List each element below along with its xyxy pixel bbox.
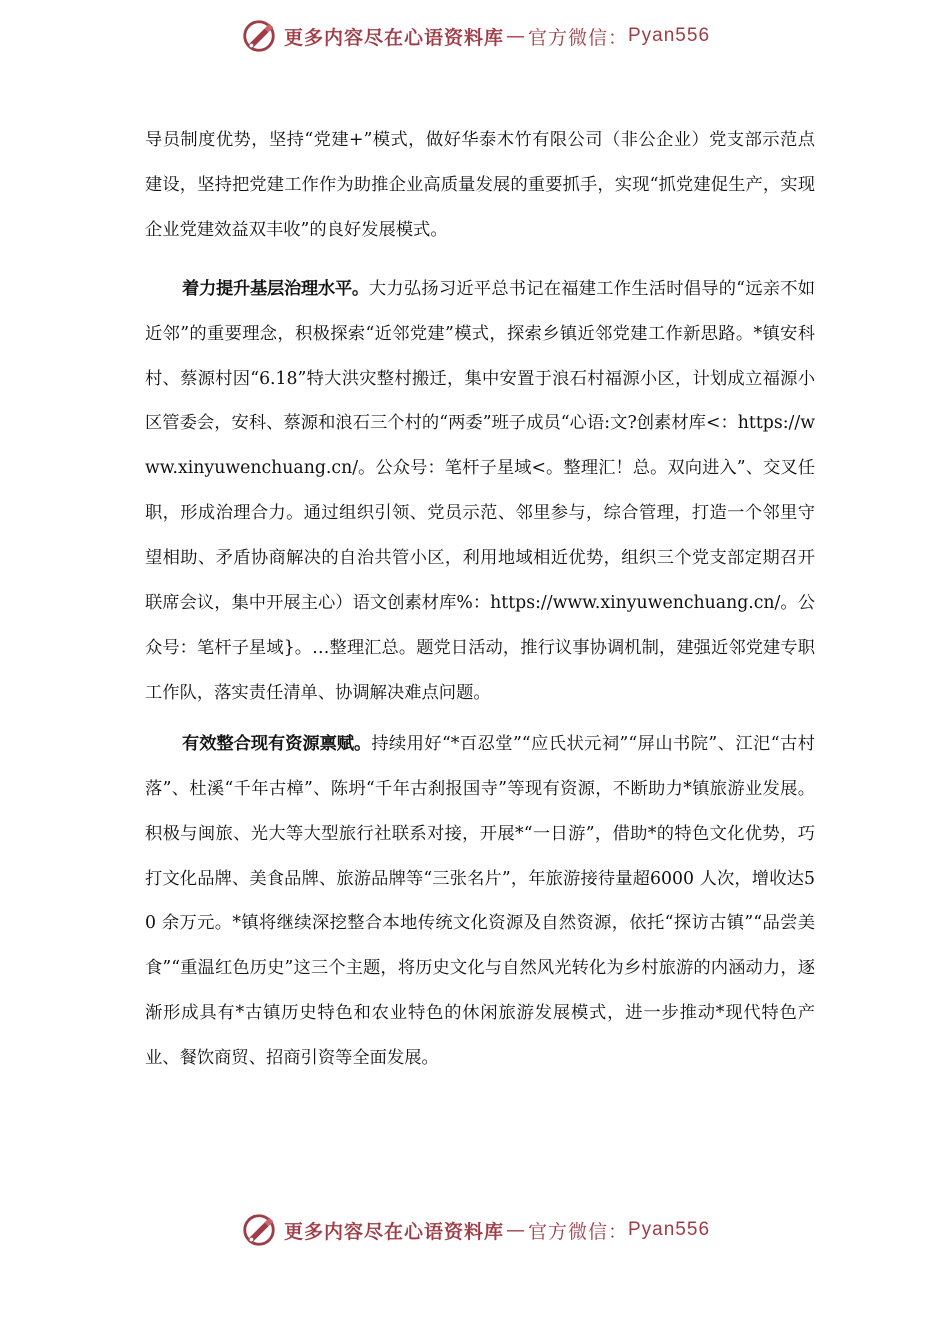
pen-logo-icon [240, 17, 278, 55]
paragraph-heading: 有效整合现有资源禀赋。 [182, 733, 372, 754]
pen-logo-icon [240, 1211, 278, 1249]
document-body [145, 118, 815, 1081]
banner-separator: — [505, 1219, 526, 1241]
paragraph-text: 大力弘扬习近平总书记在福建工作生活时倡导的“远亲不如近邻”的重要理念，积极探索“近邻党建”模式，探索乡镇近邻党建工作新思路。*镇安科村、蔡源村因“6.18”特大洪灾整村搬迁，集中安置于浪石村福源小区，计划成立福源小区管委会，安科、蔡源和浪石三个村的“两委”班子成员“心语:文?创素材库<：https://www.xinyuwenchuang.cn/。公众号：笔杆子星域<。整理汇！总。双向进入”、交叉任职，形成治理合力。通过组织引领、党员示范、邻里参与，综合管理，打造一个邻里守望相助、矛盾协商解决的自治共管小区，利用地域相近优势，组织三个党支部定期召开联席会议，集中开展主心）语文创素材库%：https://www.xinyuwenchuang.cn/。公众号：笔杆子星域}。…整理汇总。题党日活动，推行议事协调机制，建强近邻党建专职工作队，落实责任清单、协调解决难点问题。 [145, 278, 815, 703]
banner-wechat-id: Pyan556 [628, 25, 711, 46]
footer-banner [0, 1208, 950, 1252]
banner-brand: 更多内容尽在心语资料库 [283, 1220, 504, 1243]
paragraph-heading: 着力提升基层治理水平。 [182, 278, 369, 299]
banner-brand: 更多内容尽在心语资料库 [283, 26, 504, 49]
paragraph-text: 持续用好“*百忍堂”“应氏状元祠”“屏山书院”、江汜“古村落”、杜溪“千年古樟”、陈坍“千年古刹报国寺”等现有资源，不断助力*镇旅游业发展。积极与闽旅、光大等大型旅行社联系对接，开展*“一日游”，借助*的特色文化优势，巧打文化品牌、美食品牌、旅游品牌等“三张名片”，年旅游接待量超6000 人次，增收达50 余万元。*镇将继续深挖整合本地传统文化资源及自然资源，依托“探访古镇”“品尝美食”“重温红色历史”这三个主题，将历史文化与自然风光转化为乡村旅游的内涵动力，逐渐形成具有*古镇历史特色和农业特色的休闲旅游发展模式，进一步推动*现代特色产业、餐饮商贸、招商引资等全面发展。 [145, 733, 815, 1069]
paragraph-continuation [145, 118, 815, 253]
header-banner [0, 14, 950, 58]
banner-wechat-id: Pyan556 [628, 1219, 711, 1240]
banner-wechat-label: 官方微信： [527, 26, 628, 49]
paragraph-resources [145, 722, 815, 1081]
paragraph-governance [145, 267, 815, 716]
banner-separator: — [505, 25, 526, 47]
banner-wechat-label: 官方微信： [527, 1220, 628, 1243]
paragraph-text: 导员制度优势，坚持“党建+”模式，做好华泰木竹有限公司（非公企业）党支部示范点建设，坚持把党建工作作为助推企业高质量发展的重要抓手，实现“抓党建促生产，实现企业党建效益双丰收”的良好发展模式。 [145, 130, 815, 240]
